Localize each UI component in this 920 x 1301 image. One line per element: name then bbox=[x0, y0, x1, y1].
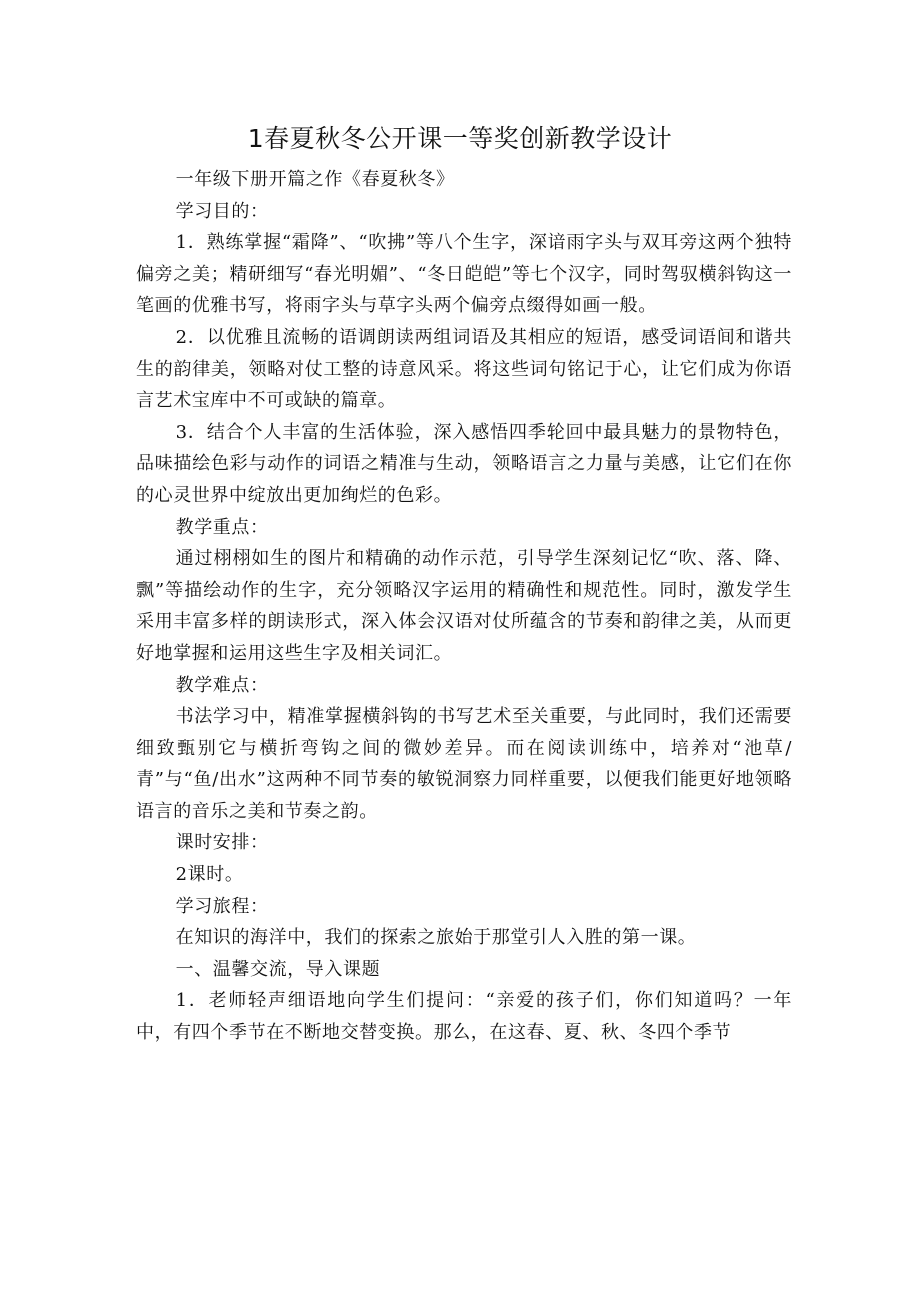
paragraph-goal-2: 2．以优雅且流畅的语调朗读两组词语及其相应的短语，感受词语间和谐共生的韵律美，领略对仗工整的诗意风采。将这些词句铭记于心，让它们成为你语言艺术宝库中不可或缺的篇章。 bbox=[136, 326, 792, 412]
paragraph-goal-1: 1．熟练掌握“霜降”、“吹拂”等八个生字，深谙雨字头与双耳旁这两个独特偏旁之美；精研细写“春光明媚”、“冬日皑皑”等七个汉字，同时驾驭横斜钩这一笔画的优雅书写，将雨字头与草字头两个偏旁点缀得如画一般。 bbox=[136, 232, 792, 317]
document-title: 1春夏秋冬公开课一等奖创新教学设计 bbox=[247, 124, 673, 153]
paragraph-journey: 在知识的海洋中，我们的探索之旅始于那堂引人入胜的第一课。 bbox=[175, 927, 697, 949]
heading-learning-goals: 学习目的： bbox=[175, 200, 269, 222]
paragraph-difficulties: 书法学习中，精准掌握横斜钩的书写艺术至关重要，与此同时，我们还需要细致甄别它与横折弯钩之间的微妙差异。而在阅读训练中，培养对“池草/青”与“鱼/出水”这两种不同节奏的敏锐洞察力同样重要，以便我们能更好地领略语言的音乐之美和节奏之韵。 bbox=[136, 706, 792, 822]
heading-difficulties: 教学难点： bbox=[175, 674, 269, 696]
paragraph-section-1-item-1: 1．老师轻声细语地向学生们提问：“亲爱的孩子们，你们知道吗？一年中，有四个季节在不断地交替变换。那么，在这春、夏、秋、冬四个季节 bbox=[136, 990, 792, 1044]
paragraph-schedule: 2课时。 bbox=[175, 864, 244, 886]
paragraph-key-points: 通过栩栩如生的图片和精确的动作示范，引导学生深刻记忆“吹、落、降、飘”等描绘动作的生字，充分领略汉字运用的精确性和规范性。同时，激发学生采用丰富多样的朗读形式，深入体会汉语对仗所蕴含的节奏和韵律之美，从而更好地掌握和运用这些生字及相关词汇。 bbox=[136, 548, 792, 664]
heading-journey: 学习旅程： bbox=[175, 895, 269, 917]
paragraph-goal-3: 3．结合个人丰富的生活体验，深入感悟四季轮回中最具魅力的景物特色，品味描绘色彩与动作的词语之精准与生动，领略语言之力量与美感，让它们在你的心灵世界中绽放出更加绚烂的色彩。 bbox=[136, 421, 792, 506]
paragraph-subtitle: 一年级下册开篇之作《春夏秋冬》 bbox=[175, 169, 455, 190]
heading-schedule: 课时安排： bbox=[175, 832, 269, 854]
document-body bbox=[136, 164, 792, 1049]
heading-section-1: 一、温馨交流，导入课题 bbox=[175, 958, 381, 980]
heading-key-points: 教学重点： bbox=[175, 516, 269, 538]
